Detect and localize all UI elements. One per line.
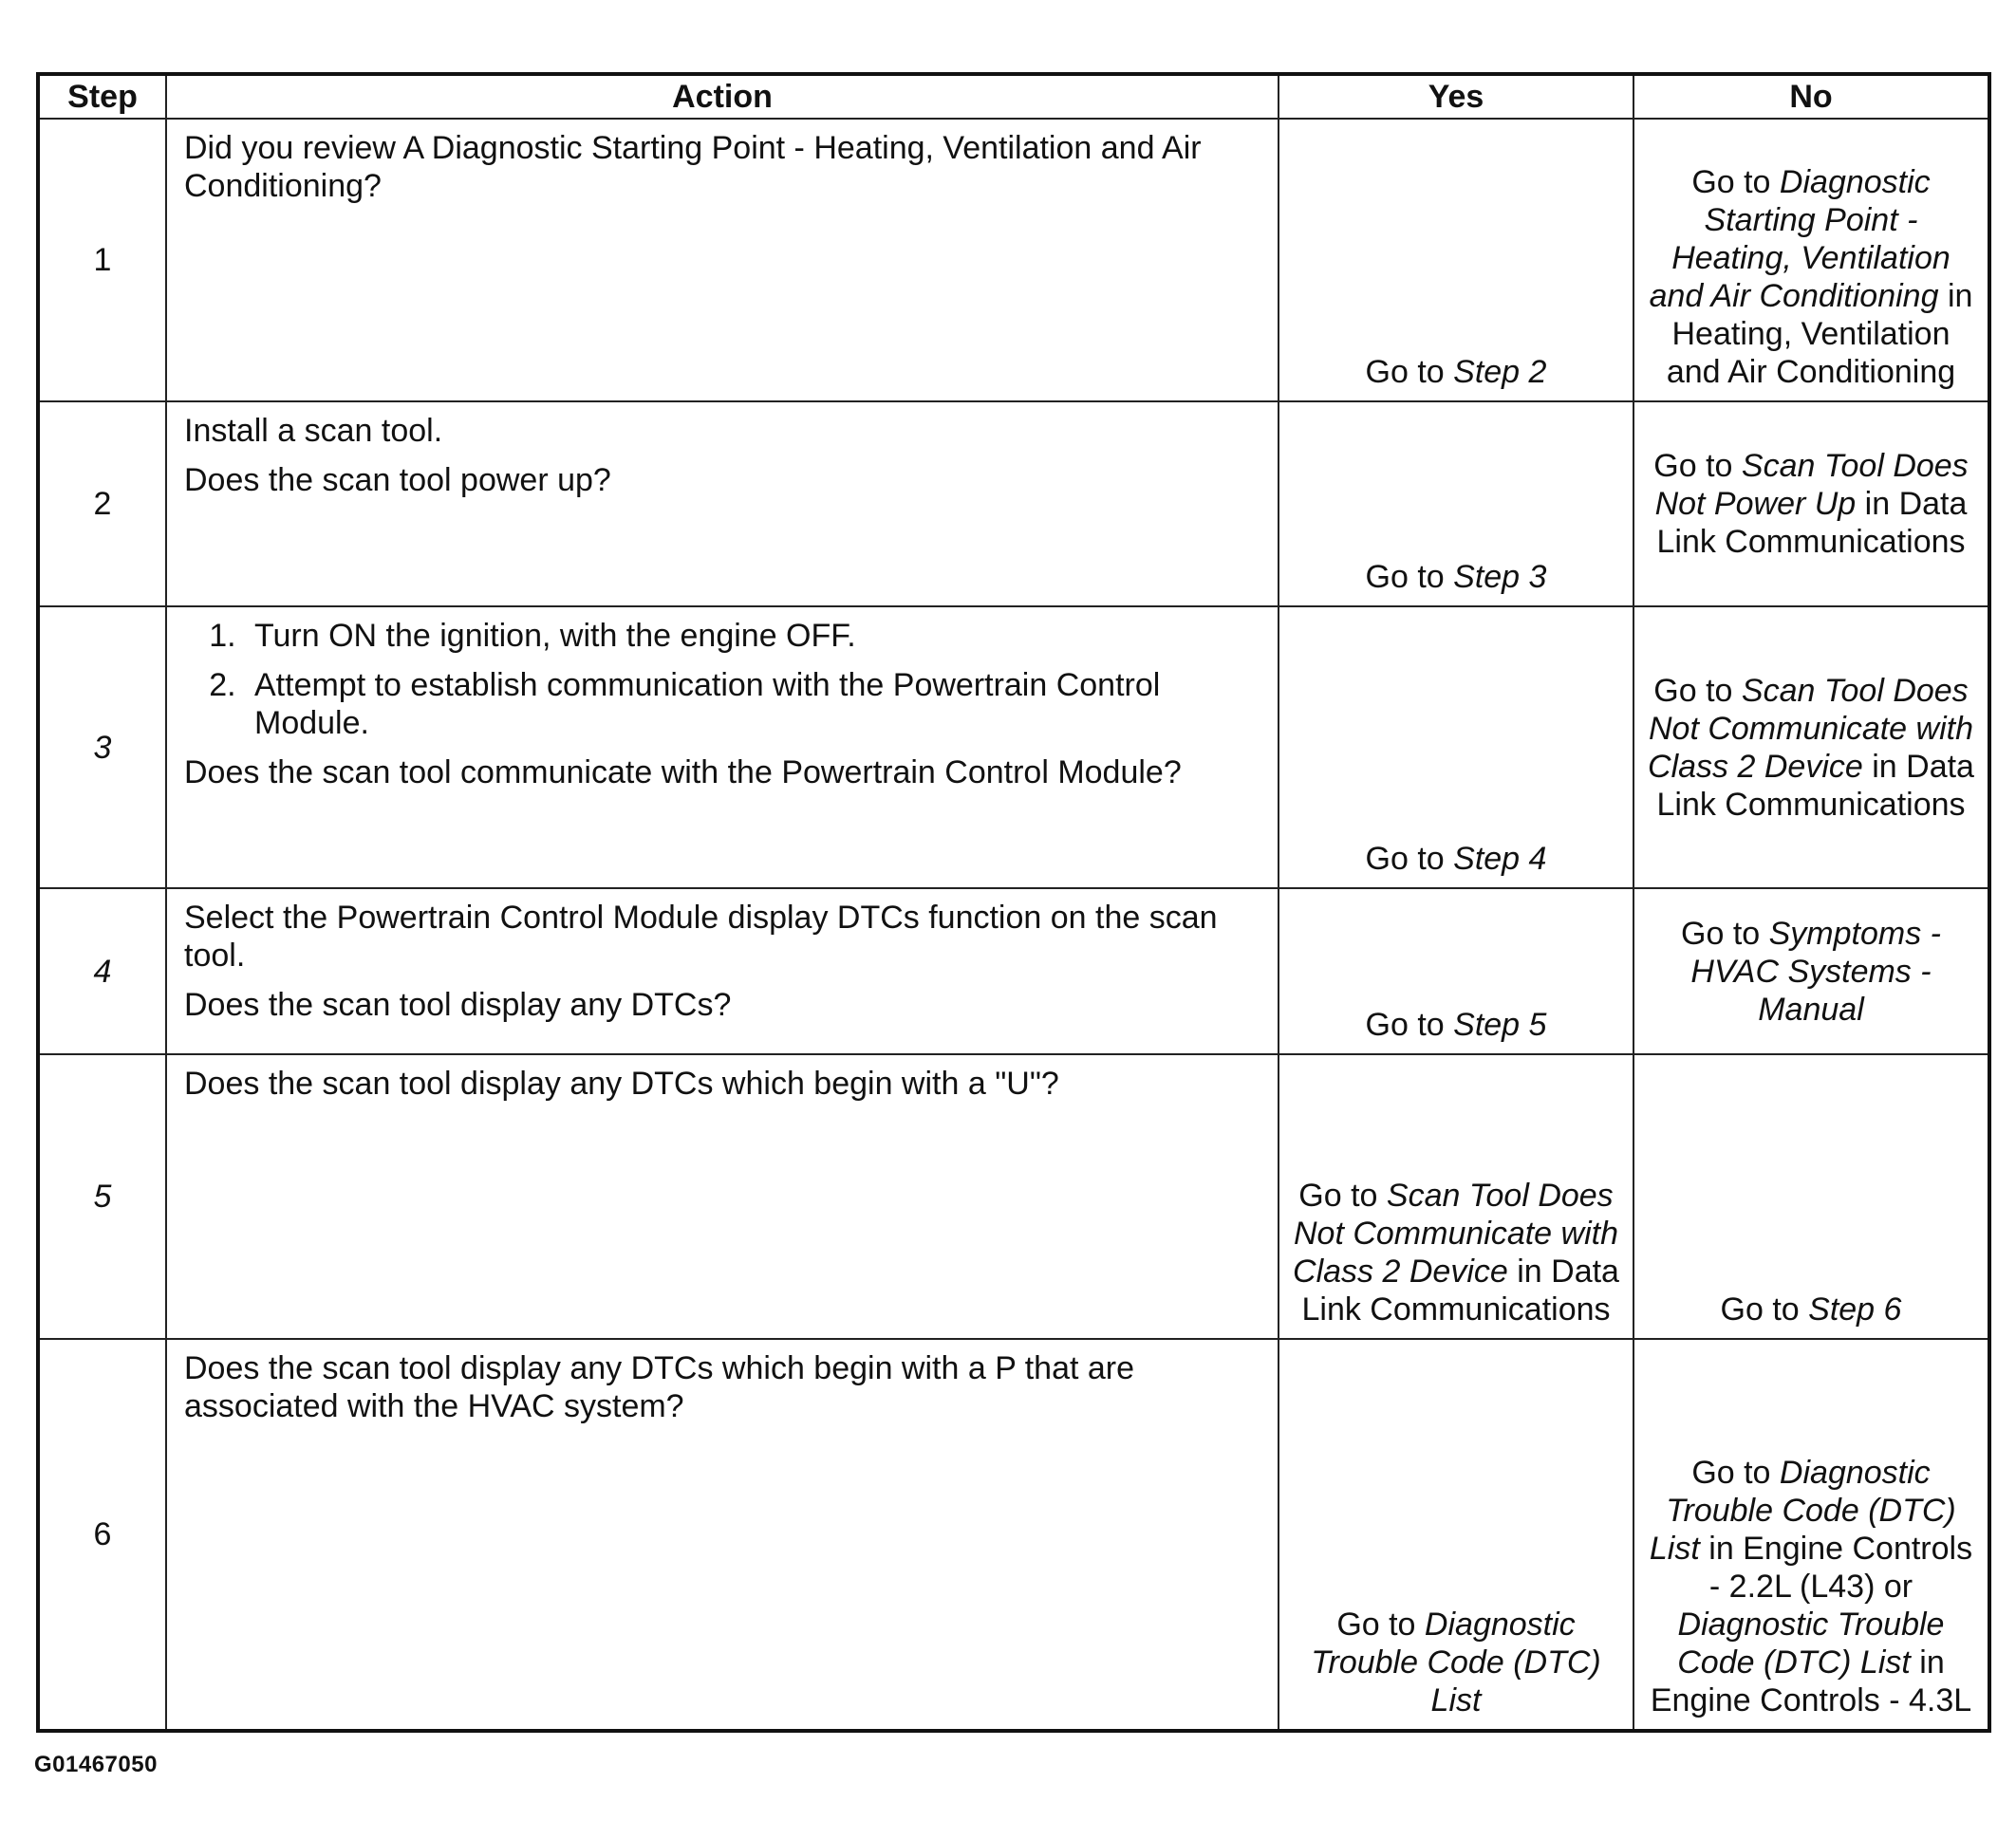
- action-steps-list: [184, 617, 1262, 742]
- no-link[interactable]: Symptoms - HVAC Systems - Manual: [1690, 915, 1941, 1028]
- no-link[interactable]: Scan Tool Does Not Power Up: [1654, 448, 1969, 522]
- action-cell: [166, 888, 1279, 1054]
- table-row: [38, 119, 1989, 401]
- action-text: Select the Powertrain Control Module display DTCs function on the scan tool.: [184, 900, 1218, 974]
- diagnostic-table: [36, 72, 1991, 1733]
- no-link[interactable]: Scan Tool Does Not Communicate with Class 2 Device: [1648, 672, 1973, 785]
- yes-cell: Go to Step 4: [1279, 606, 1633, 888]
- yes-link[interactable]: Step 5: [1453, 1007, 1547, 1043]
- list-item: 2. Attempt to establish communication with the Powertrain Control Module.: [245, 666, 1262, 742]
- yes-link[interactable]: Step 2: [1453, 354, 1547, 390]
- no-link[interactable]: Diagnostic Trouble Code (DTC) List: [1677, 1607, 1945, 1681]
- action-question: Does the scan tool power up?: [184, 462, 611, 498]
- yes-cell: Go to Scan Tool Does Not Communicate with Class 2 Device in Data Link Communications: [1279, 1054, 1633, 1339]
- header-yes: Yes: [1279, 74, 1633, 119]
- no-cell: Go to Step 6: [1633, 1054, 1989, 1339]
- figure-id: G01467050: [34, 1752, 158, 1777]
- action-question: Does the scan tool display any DTCs which begin with a "U"?: [184, 1066, 1059, 1102]
- action-cell: [166, 119, 1279, 401]
- table-row: [38, 1339, 1989, 1731]
- action-cell: [166, 1339, 1279, 1731]
- list-item: 1. Turn ON the ignition, with the engine OFF.: [245, 617, 1262, 655]
- step-number: 4: [38, 888, 166, 1054]
- step-number: 1: [38, 119, 166, 401]
- action-question: Does the scan tool communicate with the Powertrain Control Module?: [184, 754, 1182, 790]
- header-no: No: [1633, 74, 1989, 119]
- action-question: Does the scan tool display any DTCs?: [184, 987, 732, 1023]
- table-row: [38, 1054, 1989, 1339]
- table-row: [38, 401, 1989, 606]
- header-action: Action: [166, 74, 1279, 119]
- table-row: [38, 606, 1989, 888]
- no-cell: Go to Diagnostic Trouble Code (DTC) List in Engine Controls - 2.2L (L43) or Diagnostic Trouble Code (DTC) List in Engine Controls - 4.3L: [1633, 1339, 1989, 1731]
- step-number: 6: [38, 1339, 166, 1731]
- action-cell: [166, 606, 1279, 888]
- header-row: [38, 74, 1989, 119]
- yes-cell: Go to Step 3: [1279, 401, 1633, 606]
- header-step: Step: [38, 74, 166, 119]
- action-text: Did you review A Diagnostic Starting Point - Heating, Ventilation and Air Conditioning?: [184, 130, 1202, 204]
- yes-cell: Go to Diagnostic Trouble Code (DTC) List: [1279, 1339, 1633, 1731]
- yes-link[interactable]: Scan Tool Does Not Communicate with Class 2 Device: [1293, 1178, 1618, 1290]
- yes-cell: Go to Step 2: [1279, 119, 1633, 401]
- no-link[interactable]: Step 6: [1808, 1291, 1902, 1328]
- no-cell: Go to Scan Tool Does Not Communicate with Class 2 Device in Data Link Communications: [1633, 606, 1989, 888]
- yes-link[interactable]: Step 4: [1453, 841, 1547, 877]
- action-cell: [166, 401, 1279, 606]
- yes-cell: Go to Step 5: [1279, 888, 1633, 1054]
- table-row: [38, 888, 1989, 1054]
- action-text: Install a scan tool.: [184, 413, 443, 449]
- step-number: 3: [38, 606, 166, 888]
- no-cell: Go to Diagnostic Starting Point - Heating, Ventilation and Air Conditioning in Heating, Ventilation and Air Conditioning: [1633, 119, 1989, 401]
- no-cell: Go to Symptoms - HVAC Systems - Manual: [1633, 888, 1989, 1054]
- no-link[interactable]: Diagnostic Trouble Code (DTC) List: [1649, 1455, 1956, 1567]
- yes-link[interactable]: Step 3: [1453, 559, 1547, 595]
- action-question: Does the scan tool display any DTCs which begin with a P that are associated with the HVAC system?: [184, 1350, 1135, 1424]
- no-cell: Go to Scan Tool Does Not Power Up in Data Link Communications: [1633, 401, 1989, 606]
- yes-link[interactable]: Diagnostic Trouble Code (DTC) List: [1311, 1607, 1601, 1718]
- no-link[interactable]: Diagnostic Starting Point - Heating, Ventilation and Air Conditioning: [1649, 164, 1951, 314]
- action-cell: [166, 1054, 1279, 1339]
- step-number: 2: [38, 401, 166, 606]
- step-number: 5: [38, 1054, 166, 1339]
